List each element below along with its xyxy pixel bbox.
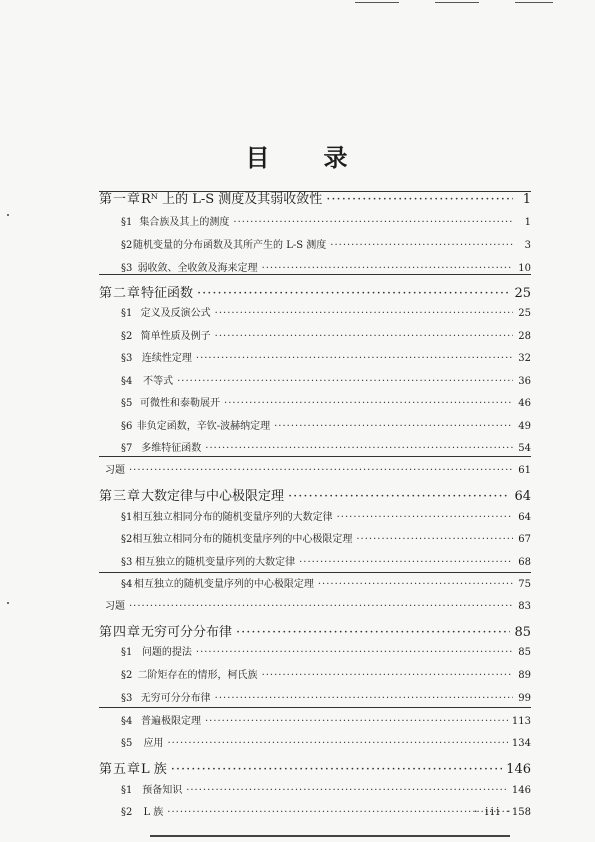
- toc-entry-number: §3: [121, 353, 133, 364]
- toc-entry-page: 1: [522, 192, 531, 207]
- toc-entry-page: 64: [518, 512, 531, 523]
- toc-section-row[interactable]: [99, 803, 531, 818]
- toc-section-row[interactable]: [99, 734, 531, 749]
- dot-leader: [186, 785, 508, 796]
- toc-entry-title: 问题的提法: [141, 647, 192, 658]
- toc-entry-page: 3: [524, 240, 531, 251]
- toc-entry-page: 49: [518, 421, 531, 432]
- page-number: · iii ·: [474, 805, 513, 818]
- dot-leader: [205, 443, 513, 454]
- toc-chapter-row[interactable]: [99, 188, 531, 207]
- toc-entry-title: L 族: [141, 762, 167, 777]
- toc-entry-number: §2: [121, 807, 133, 818]
- dot-leader: [215, 308, 513, 319]
- toc-entry-number: §2: [121, 240, 133, 251]
- toc-entry-number: §5: [121, 738, 133, 749]
- toc-section-row[interactable]: [99, 372, 531, 387]
- toc-entry-title: 二阶矩存在的情形，柯氏族: [137, 670, 258, 681]
- toc-entry-title: 相互独立的随机变量序列的大数定律: [135, 557, 296, 568]
- toc-entry-number: 第四章: [99, 625, 142, 640]
- toc-chapter-row[interactable]: [99, 621, 531, 640]
- toc-entry-page: 158: [511, 807, 531, 818]
- toc-entry-page: 54: [518, 443, 531, 454]
- toc-entry-page: 61: [518, 465, 531, 476]
- dot-leader: [215, 693, 513, 704]
- toc-entry-title: 相互独立相同分布的随机变量序列的大数定律: [132, 512, 333, 523]
- toc-entry-title: 随机变量的分布函数及其所产生的 L-S 测度: [133, 240, 327, 251]
- dot-leader: [167, 807, 508, 818]
- dot-leader: [129, 465, 513, 476]
- toc-entry-number: §4: [121, 376, 133, 387]
- toc-entry-title: 连续性定理: [141, 353, 192, 364]
- scan-speck: [7, 214, 9, 216]
- toc-entry-title: Rᴺ 上的 L-S 测度及其弱收敛性: [141, 192, 323, 207]
- toc-entry-page: 67: [518, 534, 531, 545]
- toc-section-row[interactable]: [99, 259, 531, 274]
- toc-entry-number: 第一章: [99, 192, 142, 207]
- toc-section-row[interactable]: [99, 575, 531, 590]
- toc-entry-title: 应用: [143, 738, 164, 749]
- toc-entry-title: 可微性和泰勒展开: [140, 398, 221, 409]
- toc-entry-page: 146: [506, 762, 531, 777]
- toc-section-row[interactable]: [99, 666, 531, 681]
- toc-entry-page: 134: [511, 738, 531, 749]
- toc-section-row[interactable]: [99, 327, 531, 342]
- dot-leader: [129, 601, 513, 612]
- toc-section-row[interactable]: [99, 304, 531, 319]
- toc-entry-title: 习题: [105, 465, 125, 476]
- toc-entry-title: 弱收敛、全收敛及海来定理: [137, 263, 258, 274]
- toc-section-row[interactable]: [99, 213, 531, 228]
- toc-section-row[interactable]: [99, 394, 531, 409]
- toc-entry-title: 大数定律与中心极限定理: [141, 489, 285, 504]
- toc-entry-page: 32: [518, 353, 531, 364]
- dot-leader: [224, 398, 513, 409]
- toc-entry-title: 多维特征函数: [141, 443, 202, 454]
- toc-entry-page: 10: [518, 263, 531, 274]
- dot-leader: [330, 240, 513, 251]
- toc-entry-page: 25: [514, 286, 531, 301]
- dot-leader: [356, 534, 513, 545]
- toc-entry-number: 第二章: [99, 286, 142, 301]
- toc-entry-number: §3: [121, 263, 133, 274]
- rule-after-chapter-4: [99, 707, 531, 708]
- toc-entry-page: 83: [518, 601, 531, 612]
- rule-after-chapter-3: [99, 572, 531, 573]
- rule-after-chapter-2: [99, 456, 531, 457]
- dot-leader: [167, 738, 507, 749]
- toc-section-row[interactable]: [99, 530, 531, 545]
- toc-entry-number: §2: [121, 534, 133, 545]
- toc-entry-page: 25: [518, 308, 531, 319]
- toc-chapter-row[interactable]: [99, 758, 531, 777]
- dot-leader: [274, 421, 513, 432]
- toc-section-row[interactable]: [99, 781, 531, 796]
- dot-leader: [177, 376, 513, 387]
- toc-entry-number: §2: [121, 331, 133, 342]
- toc-entry-number: §5: [121, 398, 133, 409]
- toc-entry-page: 113: [511, 716, 531, 727]
- toc-entry-number: §1: [121, 512, 133, 523]
- toc-entry-number: §1: [121, 785, 133, 796]
- dot-leader: [171, 762, 502, 777]
- toc-entry-title: 预备知识: [142, 785, 183, 796]
- toc-entry-number: §3: [121, 693, 133, 704]
- toc-entry-page: 75: [518, 579, 531, 590]
- toc-entry-number: §1: [121, 217, 133, 228]
- dot-leader: [197, 286, 510, 301]
- dot-leader: [288, 489, 510, 504]
- toc-entry-title: 相互独立相同分布的随机变量序列的中心极限定理: [132, 534, 353, 545]
- toc-section-row[interactable]: [99, 643, 531, 658]
- toc-entry-title: 非负定函数，辛钦-波赫纳定理: [136, 421, 271, 432]
- toc-entry-title: 习题: [105, 601, 125, 612]
- top-edge-marks: [315, 0, 555, 6]
- dot-leader: [233, 217, 513, 228]
- toc-entry-title: 特征函数: [141, 286, 194, 301]
- toc-entry-number: §4: [121, 579, 133, 590]
- toc-entry-number: §4: [121, 716, 133, 727]
- toc-entry-number: 第五章: [99, 762, 142, 777]
- toc-chapter-row[interactable]: [99, 485, 531, 504]
- toc-entry-page: 85: [518, 647, 531, 658]
- dot-leader: [262, 670, 513, 681]
- toc-exercise-row[interactable]: [99, 461, 531, 476]
- toc-entry-title: 不等式: [143, 376, 174, 387]
- toc-entry-title: 定义及反演公式: [140, 308, 211, 319]
- toc-entry-number: §7: [121, 443, 133, 454]
- bottom-scan-line: [150, 835, 510, 837]
- toc-entry-page: 36: [518, 376, 531, 387]
- toc-entry-page: 68: [518, 557, 531, 568]
- toc-entry-page: 28: [518, 331, 531, 342]
- toc-entry-page: 89: [518, 670, 531, 681]
- toc-entry-number: 第三章: [99, 489, 142, 504]
- dot-leader: [299, 557, 513, 568]
- toc-section-row[interactable]: [99, 349, 531, 364]
- toc-section-row[interactable]: [99, 417, 531, 432]
- toc-section-row[interactable]: [99, 712, 531, 727]
- dot-leader: [196, 647, 513, 658]
- dot-leader: [196, 353, 513, 364]
- toc-section-row[interactable]: [99, 439, 531, 454]
- toc-exercise-row[interactable]: [99, 597, 531, 612]
- toc-section-row[interactable]: [99, 236, 531, 251]
- toc-entry-number: §1: [121, 647, 133, 658]
- toc-entry-title: 集合族及其上的测度: [139, 217, 230, 228]
- toc-entry-page: 99: [518, 693, 531, 704]
- page-title: 目 录: [245, 143, 350, 172]
- dot-leader: [215, 331, 513, 342]
- toc-entry-title: 普遍极限定理: [140, 716, 201, 727]
- toc-entry-title: 无穷可分分布律: [141, 625, 233, 640]
- dot-leader: [337, 512, 513, 523]
- toc-entry-title: 无穷可分分布律: [140, 693, 211, 704]
- toc-entry-title: 简单性质及例子: [140, 331, 211, 342]
- dot-leader: [262, 263, 513, 274]
- toc-entry-page: 1: [524, 217, 531, 228]
- toc-entry-page: 64: [514, 489, 531, 504]
- dot-leader: [318, 579, 513, 590]
- toc-section-row[interactable]: [99, 689, 531, 704]
- toc-entry-number: §6: [121, 421, 133, 432]
- toc-section-row[interactable]: [99, 553, 531, 568]
- toc-section-row[interactable]: [99, 508, 531, 523]
- dot-leader: [236, 625, 510, 640]
- toc-entry-page: 46: [518, 398, 531, 409]
- toc-entry-page: 146: [511, 785, 531, 796]
- rule-after-chapter-1: [99, 274, 531, 275]
- toc-entry-number: §3: [121, 557, 133, 568]
- toc-entry-number: §2: [121, 670, 133, 681]
- toc-entry-title: 相互独立的随机变量序列的中心极限定理: [133, 579, 314, 590]
- toc-entry-title: L 族: [143, 807, 164, 818]
- dot-leader: [205, 716, 508, 727]
- toc-entry-number: §1: [121, 308, 133, 319]
- dot-leader: [326, 192, 513, 207]
- scan-speck: [7, 602, 9, 604]
- toc-chapter-row[interactable]: [99, 282, 531, 301]
- toc-entry-page: 85: [514, 625, 531, 640]
